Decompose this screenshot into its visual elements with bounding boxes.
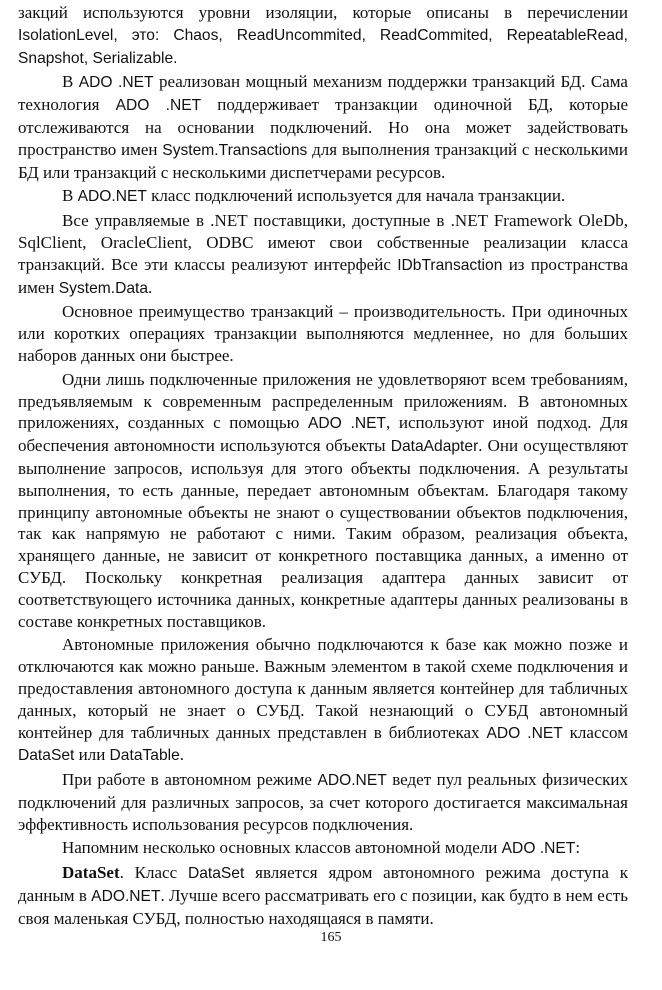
text-run: или <box>74 745 110 765</box>
text-run: из пространства имен <box>18 254 628 297</box>
text-run: Автономные приложения обычно подключаются к базе как можно позже и отключаются как можно раньше. Важным элементом в такой схеме подключения и предоставления автономного доступа к данным является контейнер для табличных данных, который не знает о СУБД. Такой незнающий о СУБД автономный контейнер для табличных данных представлен в библиотеках <box>18 635 628 742</box>
text-run: Напомним несколько основных классов автономной модели <box>62 838 502 858</box>
code-term: IDbTransaction <box>397 256 503 274</box>
text-run: Все управляемые в .NET поставщики, доступные в .NET Framework OleDb, SqlClient, OracleClient, ODBC имеют свои собственные реализации класса транзакций. Все эти классы реализуют интерфейс <box>18 211 628 274</box>
text-run: закций используются уровни изоляции, которые описаны в перечислении <box>18 3 628 22</box>
code-term: ADO .NET <box>501 840 576 858</box>
document-page <box>18 2 628 930</box>
paragraph <box>18 71 628 183</box>
paragraph <box>18 185 628 208</box>
code-term: ADO .NET <box>78 74 154 92</box>
text-run: реализован мощный механизм поддержки транзакций БД. Сама технология <box>18 72 628 115</box>
code-term: System.Transactions <box>162 141 308 159</box>
text-run: . Лучше всего рассматривать его с позиции, как будто в нем есть своя маленькая СУБД, полностью находящаяся в памяти. <box>18 886 628 928</box>
paragraph <box>18 369 628 633</box>
paragraph <box>18 301 628 366</box>
paragraph <box>18 862 628 929</box>
paragraph <box>18 769 628 835</box>
bold-term: DataSet <box>62 863 120 883</box>
text-run: поддерживает транзакции одиночной БД, которые отслеживаются на основании подключений. Но она может задействовать пространство имен <box>18 95 628 159</box>
paragraph <box>18 2 628 69</box>
text-run: В <box>62 186 78 206</box>
code-term: System.Data <box>58 279 149 297</box>
text-run: : <box>575 838 581 858</box>
text-run: для выполнения транзакций с несколькими БД или транзакций с несколькими диспетчерами ресурсов. <box>18 139 628 182</box>
text-run: является ядром автономного режима доступа к данным в <box>18 863 628 906</box>
code-term: DataSet <box>187 865 245 883</box>
text-run: . <box>148 277 153 297</box>
text-run: ведет пул реальных физических подключений для различных запросов, за счет которого достигается максимальная эффективность использования ресурсов подключения. <box>18 770 628 834</box>
text-run: классом <box>562 722 628 742</box>
text-run: При работе в автономном режиме <box>62 770 318 790</box>
text-run: . Класс <box>119 863 188 883</box>
code-term: DataSet <box>18 747 75 765</box>
paragraph <box>18 634 628 767</box>
code-term: ADO .NET <box>115 97 202 115</box>
code-term: ADO.NET <box>91 888 161 906</box>
code-term: ADO .NET <box>307 415 387 433</box>
code-term: DataAdapter <box>390 438 479 456</box>
text-run: . Они осуществляют выполнение запросов, используя для этого объекты подключения. А результаты выполнения, то есть данные, передает автономным объектам. Благодаря такому принципу автономные объекты не знают о существовании объектов подключения, так как напрямую не работают с ними. Таким образом, реализация объекта, хранящего данные, не зависит от конкретного поставщика данных, а именно от СУБД. Поскольку конкретная реализация адаптера данных зависит от соответствующего источника данных, конкретные адаптеры данных реализованы в составе конкретных поставщиков. <box>18 436 628 631</box>
code-term: IsolationLevel, это: Chaos, ReadUncommited, ReadCommited, RepeatableRead, Snapshot, Serializable. <box>18 26 628 67</box>
code-term: DataTable <box>109 747 180 765</box>
paragraph <box>18 837 628 860</box>
text-run: , используют иной подход. Для обеспечения автономности используются объекты <box>18 413 628 456</box>
code-term: ADO .NET <box>486 724 563 742</box>
paragraph <box>18 210 628 299</box>
code-term: ADO.NET <box>77 188 147 206</box>
code-term: ADO.NET <box>317 772 387 790</box>
text-run: Одни лишь подключенные приложения не удовлетворяют всем требованиям, предъявляемым к современным распределенным приложениям. В автономных приложениях, созданных с помощью <box>18 369 628 433</box>
text-run: . <box>179 745 185 765</box>
text-run: В <box>62 72 79 92</box>
page-number: 165 <box>320 930 342 945</box>
text-run: класс подключений используется для начала транзакции. <box>146 186 566 206</box>
text-run: Основное преимущество транзакций – производительность. При одиночных или коротких операциях транзакции выполняются медленнее, но для больших наборов данных они быстрее. <box>18 302 628 365</box>
